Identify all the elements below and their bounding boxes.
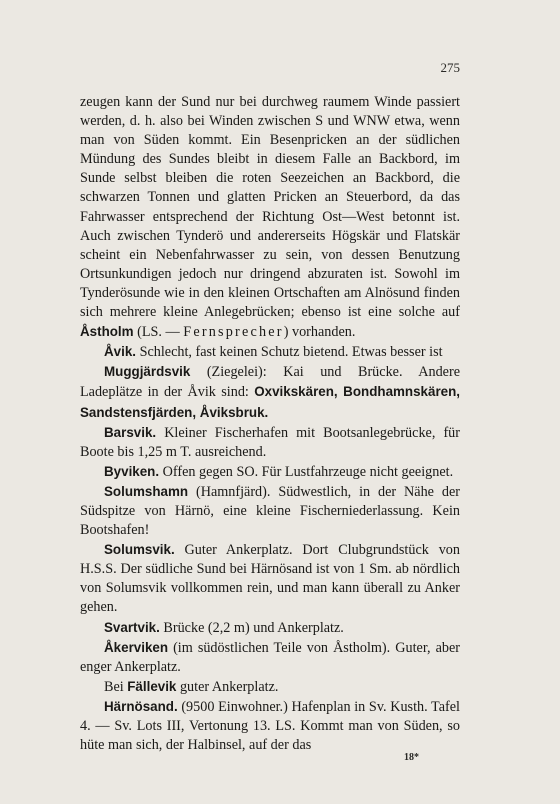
place-name: Barsvik. bbox=[104, 424, 157, 440]
place-name: Svartvik. bbox=[104, 619, 160, 635]
paragraph-muggjardsvik: Muggjärdsvik (Ziegelei): Kai und Brücke. Andere Ladeplätze in der Åvik sind: Oxvikskären, Bondhamnskären, Sandstensfjärden, Åviksbruk. bbox=[80, 364, 461, 420]
paragraph-solumsvik: Solumsvik. Guter Ankerplatz. Dort Clubgrundstück von H.S.S. Der südliche Sund bei Härnösand ist von 1 Sm. ab nördlich von Solumsvik vollkommen rein, und man kann überall zu Anker gehen. bbox=[80, 542, 460, 616]
place-name: Muggjärdsvik bbox=[104, 364, 191, 380]
paragraph-harnosand: Härnösand. (9500 Einwohner.) Hafenplan in Sv. Kusth. Tafel 4. — Sv. Lots III, Vertonung 13. LS. Kommt man von Süden, so hüte man sich, der Halbinsel, auf der das bbox=[80, 698, 460, 754]
paragraph-intro: zeugen kann der Sund nur bei durchweg raumem Winde passiert werden, d. h. also bei Winden zwischen S und WNW etwa, wenn man von Süden kommt. Ein Besenpricken an der südlichen Mündung des Sundes bleibt in diesem Falle an Backbord, im Sunde selbst bleiben die roten Seezeichen an Backbord, die schwarzen Tonnen und glatten Pricken an Steuerbord, da das Fahrwasser entsprechend der Richtung Ost—West betonnt ist. Auch zwischen Tynderö und andererseits Högskär und Flatskär scheint ein Nebenfahrwasser zu sein, von dessen Benutzung Ortsunkundigen jedoch nur dringend abzuraten ist. Sowohl im Tynderösunde wie in den kleinen Ortschaften am Alnösund finden sich mehrere kleine Anlegebrücken; ebenso ist eine solche auf Åstholm (LS. — Fernsprecher) vorhanden. bbox=[80, 94, 460, 341]
paragraph-fallevik: Bei Fällevik guter Ankerplatz. bbox=[104, 678, 279, 695]
paragraph-avik: Åvik. Schlecht, fast keinen Schutz bietend. Etwas besser ist bbox=[104, 344, 443, 361]
paragraph-svartvik: Svartvik. Brücke (2,2 m) und Ankerplatz. bbox=[104, 619, 344, 636]
paragraph-akerviken: Åkerviken (im südöstlichen Teile von Åstholm). Guter, aber enger Ankerplatz. bbox=[80, 639, 460, 675]
paragraph-barsvik: Barsvik. Kleiner Fischerhafen mit Bootsanlegebrücke, für Boote bis 1,25 m T. ausreichend. bbox=[80, 424, 460, 460]
place-name: Åkerviken bbox=[104, 639, 169, 655]
place-name: Fällevik bbox=[127, 678, 177, 694]
paragraph-solumshamn: Solumshamn (Hamnfjärd). Südwestlich, in der Nähe der Südspitze von Härnö, eine kleine Fischerniederlassung. Kein Bootshafen! bbox=[80, 483, 460, 539]
place-name: Åvik. bbox=[104, 344, 137, 360]
spaced-word: Fernsprecher bbox=[183, 324, 284, 341]
place-name: Byviken. bbox=[104, 463, 160, 479]
place-name: Härnösand. bbox=[104, 698, 178, 714]
printer-signature: 18* bbox=[404, 752, 419, 763]
body-text bbox=[80, 93, 460, 755]
page-number: 275 bbox=[440, 60, 460, 75]
place-name: Åstholm bbox=[80, 324, 134, 340]
place-name: Solumsvik. bbox=[104, 542, 175, 558]
place-name-list: Oxvikskären, Bondhamnskären, Sandstensfjärden, Åviksbruk. bbox=[80, 384, 461, 420]
place-name: Solumshamn bbox=[104, 483, 189, 499]
paragraph-byviken: Byviken. Offen gegen SO. Für Lustfahrzeuge nicht geeignet. bbox=[104, 463, 454, 480]
